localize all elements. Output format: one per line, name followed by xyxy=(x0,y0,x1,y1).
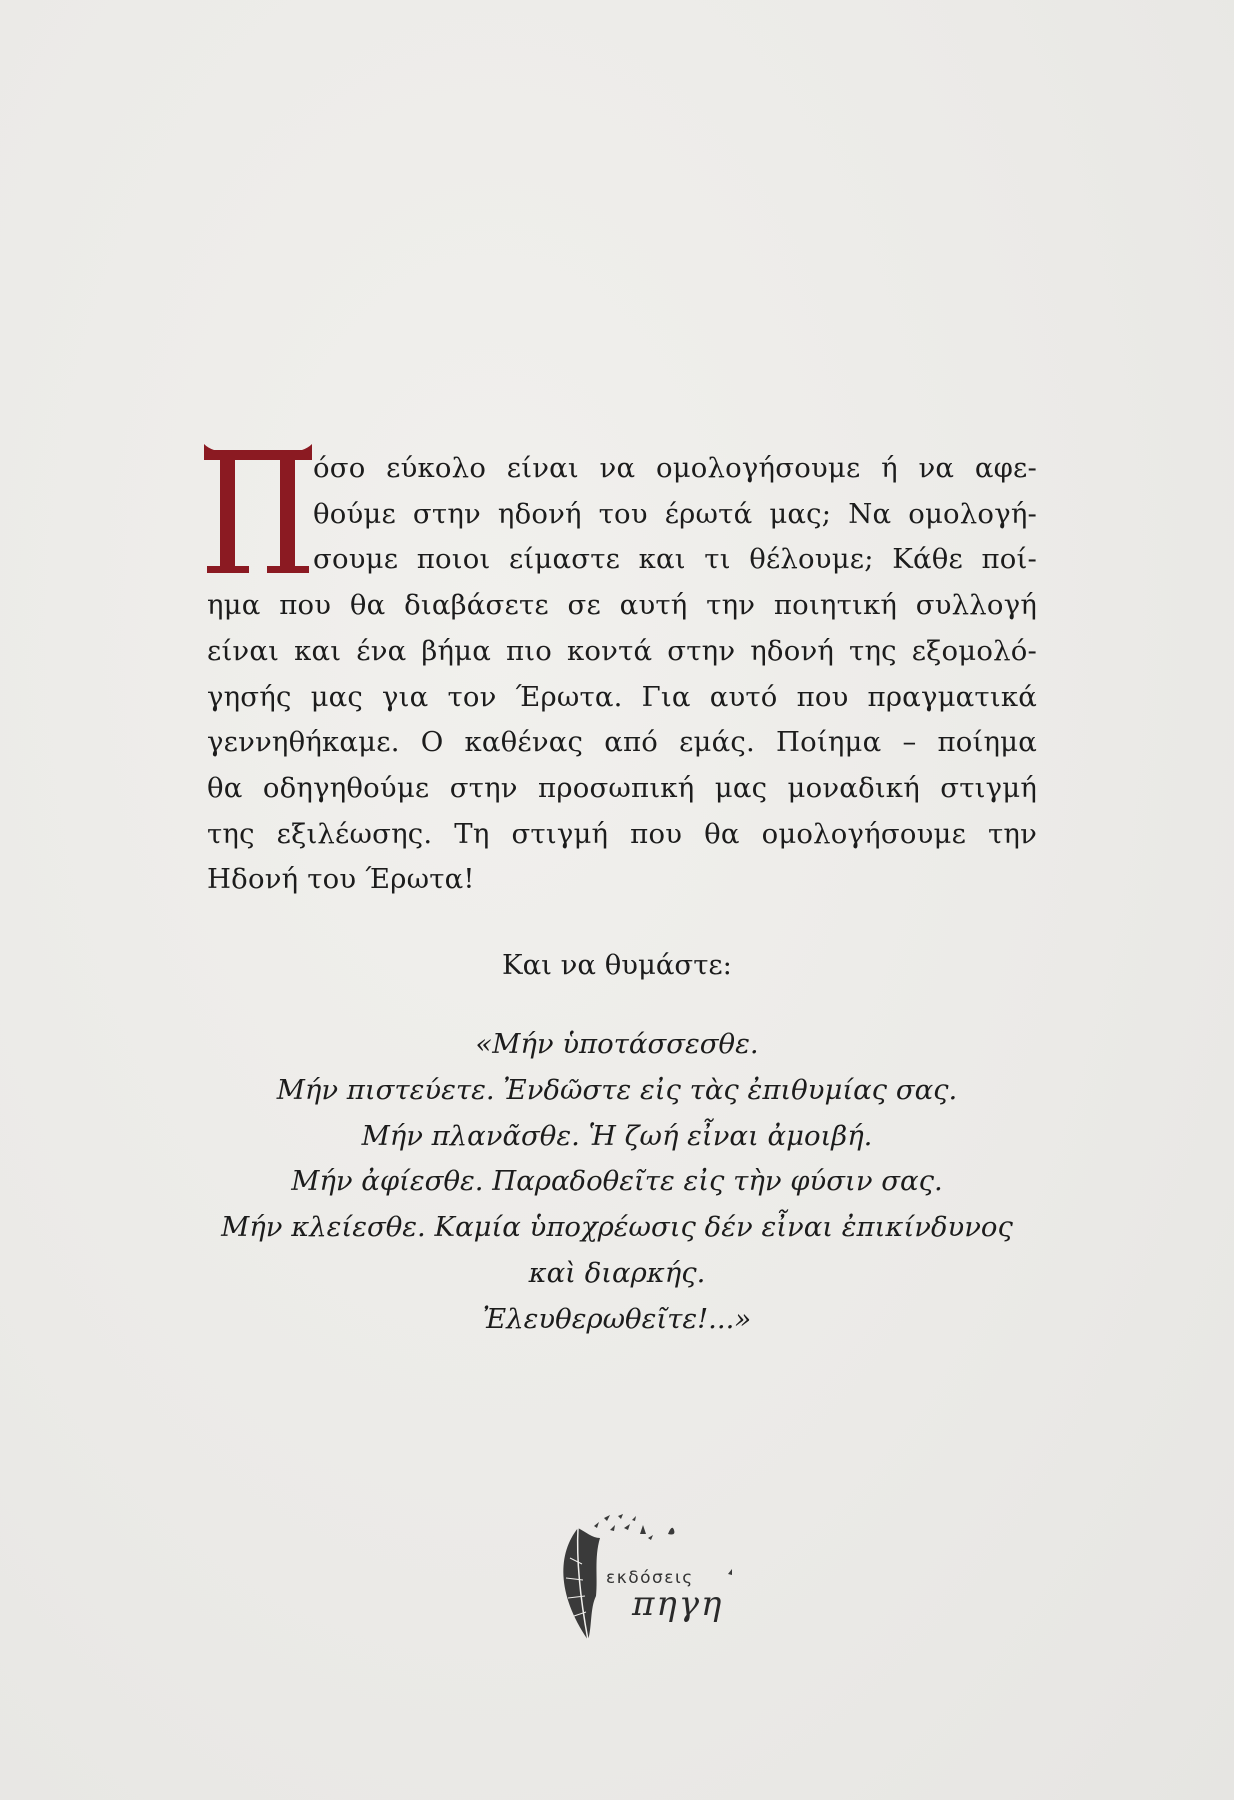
intro-line: γεννηθήκαμε. Ο καθένας από εμάς. Ποίημα – ποίημα xyxy=(207,726,1037,759)
intro-line: γησής μας για τον Έρωτα. Για αυτό που πραγματικά xyxy=(207,680,1037,713)
intro-line: Ηδονή του Έρωτα! xyxy=(207,863,475,896)
intro-line: σουμε ποιοι είμαστε και τι θέλουμε; Κάθε ποί- xyxy=(313,543,1037,576)
intro-line: ημα που θα διαβάσετε σε αυτή την ποιητική συλλογή xyxy=(207,589,1037,622)
publisher-label-small: εκδόσεις xyxy=(606,1568,694,1588)
intro-line: θούμε στην ηδονή του έρωτά μας; Να ομολογή- xyxy=(313,497,1037,530)
quote-line: Μήν κλείεσθε. Καμία ὑποχρέωσις δέν εἶναι ἐπικίνδυνος xyxy=(221,1211,1013,1244)
intro-paragraph xyxy=(207,446,1037,903)
intro-line: θα οδηγηθούμε στην προσωπική μας μοναδική στιγμή xyxy=(207,771,1037,804)
publisher-logo xyxy=(548,1508,748,1648)
intro-line: είναι και ένα βήμα πιο κοντά στην ηδονή της εξομολό- xyxy=(207,634,1037,667)
intro-line: της εξιλέωσης. Τη στιγμή που θα ομολογήσουμε την xyxy=(207,817,1037,850)
reminder-heading: Και να θυμάστε: xyxy=(502,949,732,981)
quote-line: καὶ διαρκής. xyxy=(528,1256,706,1289)
quote-line: Μήν πιστεύετε. Ἐνδῶστε εἰς τὰς ἐπιθυμίας σας. xyxy=(276,1073,958,1106)
quote-line: Μήν πλανᾶσθε. Ἡ ζωή εἶναι ἀμοιβή. xyxy=(361,1119,873,1152)
intro-line: όσο εύκολο είναι να ομολογήσουμε ή να αφε- xyxy=(313,452,1037,484)
quote-line: «Μήν ὑποτάσσεσθε. xyxy=(475,1028,759,1060)
quote-block xyxy=(0,1022,1234,1343)
quote-line: Μήν ἀφίεσθε. Παραδοθεῖτε εἰς τὴν φύσιν σας. xyxy=(291,1165,943,1198)
quote-line: Ἐλευθερωθεῖτε!...» xyxy=(482,1302,752,1335)
publisher-label-big: πηγη xyxy=(632,1584,724,1624)
